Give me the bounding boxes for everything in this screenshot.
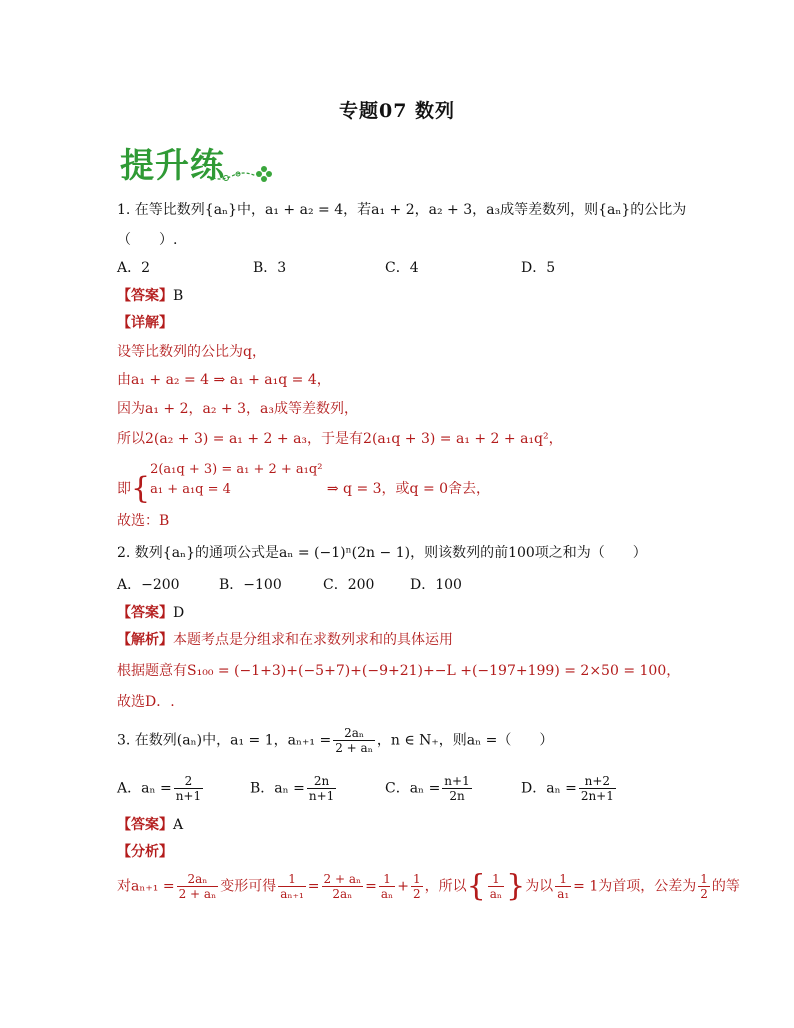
- system-prefix: 即: [117, 481, 131, 497]
- q1-stem: 1. 在等比数列{aₙ}中，a₁ + a₂ = 4，若a₁ + 2，a₂ + 3，a₃成等差数列，则{aₙ}的公比为: [117, 202, 687, 218]
- analysis-text: ，所以: [424, 878, 467, 895]
- fraction-denominator: n+1: [308, 789, 335, 803]
- analysis-text: 对aₙ₊₁ =: [117, 878, 175, 895]
- q1-step: 由a₁ + a₂ = 4 ⇒ a₁ + a₁q = 4，: [117, 372, 331, 388]
- fraction-numerator: 2aₙ: [333, 726, 375, 741]
- q1-option-d: D．5: [521, 260, 556, 276]
- option-label: A．aₙ =: [117, 780, 172, 797]
- fraction-denominator: 2 + aₙ: [335, 741, 373, 755]
- fraction: [333, 726, 375, 755]
- q3-option-c: [385, 774, 474, 803]
- fraction-numerator: 1: [488, 872, 504, 887]
- q2-options: [117, 575, 517, 595]
- stem-text: 3. 在数列(aₙ)中，a₁ = 1，aₙ₊₁ =: [117, 732, 332, 749]
- analysis-text: 变形可得: [220, 878, 277, 895]
- q1-option-a: A．2: [117, 260, 151, 276]
- q1-stem-paren: （ ）.: [117, 232, 178, 248]
- fraction-denominator: 2n+1: [580, 789, 614, 803]
- q3-stem: [117, 726, 553, 755]
- q1-options: [117, 258, 677, 278]
- q2-stem: 2. 数列{aₙ}的通项公式是aₙ = (−1)ⁿ(2n − 1)，则该数列的前100项之和为（ ）: [117, 545, 647, 561]
- fraction-numerator: 1: [278, 872, 306, 887]
- analysis-text: 为以: [525, 878, 554, 895]
- fraction-numerator: 1: [413, 872, 421, 886]
- option-label: D．aₙ =: [521, 780, 577, 797]
- q2-option-d: D．100: [410, 577, 462, 593]
- fraction-denominator: 2aₙ: [332, 887, 353, 901]
- system-line: 2(a₁q + 3) = a₁ + 2 + a₁q²: [150, 462, 323, 477]
- fraction-numerator: 2: [174, 774, 203, 789]
- fraction-denominator: aₙ₊₁: [280, 887, 304, 901]
- left-brace-icon: {: [131, 471, 151, 506]
- fraction: [307, 774, 336, 803]
- system-lines: [150, 460, 322, 500]
- q2-conclusion: 故选D．.: [117, 694, 175, 710]
- fraction: [488, 872, 504, 901]
- answer-value: D: [173, 605, 185, 621]
- page-title: 专题07 数列: [338, 100, 456, 122]
- fraction: [579, 774, 616, 803]
- answer-label: 【答案】: [117, 817, 173, 833]
- fraction-numerator: n+1: [444, 774, 470, 788]
- fraction-numerator: n+2: [579, 774, 616, 789]
- analysis-text: =: [307, 878, 320, 895]
- fraction-denominator: n+1: [175, 789, 202, 803]
- q1-detail-label: 【详解】: [117, 315, 173, 331]
- fraction: [177, 872, 219, 901]
- fraction: [174, 774, 203, 803]
- fraction: [322, 872, 364, 901]
- q1-option-b: B．3: [253, 260, 287, 276]
- fraction-numerator: 1: [555, 872, 571, 887]
- analysis-label: 【解析】: [117, 632, 173, 648]
- fraction-denominator: aₙ: [380, 887, 394, 901]
- q2-option-a: A．−200: [117, 577, 180, 593]
- stem-text: ，n ∈ N₊，则aₙ =（ ）: [376, 732, 554, 749]
- q2-answer: [117, 603, 184, 623]
- q2-analysis: [117, 630, 453, 650]
- fraction-denominator: a₁: [557, 887, 570, 901]
- analysis-text: +: [397, 878, 409, 895]
- q3-answer: [117, 815, 183, 835]
- q2-option-c: C．200: [323, 577, 375, 593]
- q2-calculation: 根据题意有S₁₀₀ = (−1+3)+(−5+7)+(−9+21)+−L +(−197+199) = 2×50 = 100，: [117, 663, 681, 679]
- system-line: a₁ + a₁q = 4: [150, 482, 231, 497]
- q1-step: 所以2(a₂ + 3) = a₁ + 2 + a₃，于是有2(a₁q + 3) = a₁ + 2 + a₁q²，: [117, 431, 563, 447]
- section-banner: [120, 138, 280, 188]
- left-brace-icon: {: [466, 868, 486, 904]
- fraction-numerator: 2 + aₙ: [323, 872, 362, 886]
- analysis-text: =: [365, 878, 377, 895]
- clover-ornament-icon: [120, 138, 280, 188]
- q3-analysis-text: [117, 868, 740, 904]
- fraction-denominator: 2n: [449, 789, 465, 803]
- q1-answer: [117, 286, 183, 306]
- q1-step: 设等比数列的公比为q，: [117, 344, 266, 360]
- q1-step: 因为a₁ + 2，a₂ + 3，a₃成等差数列，: [117, 401, 358, 417]
- option-label: C．aₙ =: [385, 780, 441, 797]
- analysis-text: 本题考点是分组求和在求数列求和的具体运用: [173, 632, 453, 648]
- q1-option-c: C．4: [385, 260, 419, 276]
- q1-conclusion: 故选：B: [117, 513, 170, 529]
- banner-text: 提升练: [120, 146, 225, 186]
- fraction: [379, 872, 395, 901]
- fraction-denominator: 2 + aₙ: [178, 887, 217, 901]
- q3-option-d: [521, 774, 618, 803]
- option-label: B．aₙ =: [250, 780, 305, 797]
- fraction: [698, 872, 710, 901]
- fraction-denominator: 2: [700, 887, 708, 901]
- q1-system: [117, 460, 491, 506]
- fraction-numerator: 1: [700, 872, 708, 886]
- q3-option-a: [117, 774, 205, 803]
- fraction-numerator: 2aₙ: [177, 872, 219, 887]
- fraction: [411, 872, 423, 901]
- q2-option-b: B．−100: [219, 577, 282, 593]
- answer-label: 【答案】: [117, 605, 173, 621]
- right-brace-icon: }: [506, 868, 526, 904]
- fraction-numerator: 1: [379, 872, 395, 887]
- answer-value: A: [173, 817, 184, 833]
- fraction-denominator: 2: [413, 887, 421, 901]
- q3-analysis-label: 【分析】: [117, 844, 173, 860]
- q3-options: [117, 774, 677, 808]
- answer-value: B: [173, 288, 184, 304]
- fraction-numerator: 2n: [307, 774, 336, 789]
- fraction: [278, 872, 306, 901]
- system-suffix: ⇒ q = 3，或q = 0舍去，: [322, 481, 491, 497]
- fraction-denominator: aₙ: [489, 887, 503, 901]
- analysis-text: 的等: [711, 878, 740, 895]
- q3-option-b: [250, 774, 338, 803]
- analysis-text: = 1为首项，公差为: [573, 878, 697, 895]
- fraction: [555, 872, 571, 901]
- answer-label: 【答案】: [117, 288, 173, 304]
- fraction: [442, 774, 471, 803]
